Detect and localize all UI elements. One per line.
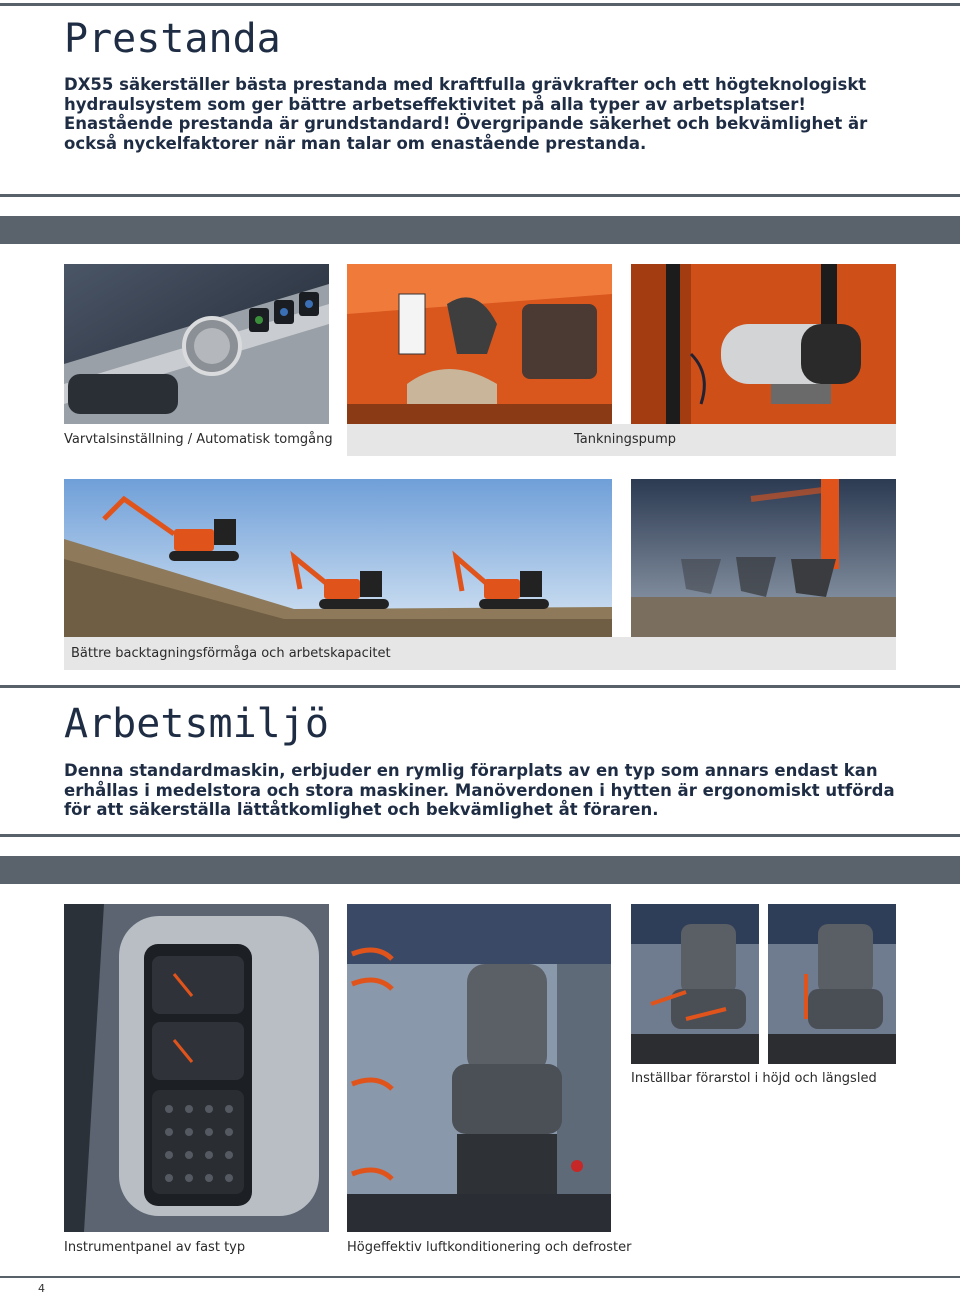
section-title-environment: Arbetsmiljö [64,701,329,747]
excavators-slope-photo [64,479,612,637]
bucket-motion-photo [631,479,896,637]
section-divider-2 [0,685,960,688]
environment-intro: Denna standardmaskin, erbjuder en rymlig förarplats av en typ som annars endast kan erhållas i medelstora och stora maskiner. Manöverdonen i hytten är ergonomiskt utförda för att säkerställa lättåtkomlighet och bekvämlighet åt föraren. [64,761,895,819]
page-number: 4 [38,1282,45,1295]
section-title-performance: Prestanda [64,16,281,62]
cab-aircon-photo [347,904,611,1232]
bottom-rule [0,1276,960,1278]
caption-digging: Bättre backtagningsförmåga och arbetskapacitet [71,646,391,661]
section-divider-3 [0,834,960,837]
caption-instrument: Instrumentpanel av fast typ [64,1240,246,1255]
performance-intro: DX55 säkerställer bästa prestanda med kraftfulla grävkrafter och ett högteknologiskt hydraulsystem som ger bättre arbetseffektivitet på alla typer av arbetsplatser! Enastående prestanda är grundstandard! Övergripande säkerhet och bekvämlighet är också nyckelfaktorer när man talar om enastående prestanda. [64,75,868,153]
seat-adjust-photo-2 [768,904,896,1064]
section-divider [0,194,960,197]
seat-adjust-photo-1 [631,904,759,1064]
rpm-dial-photo [64,264,329,424]
caption-aircon: Högeffektiv luftkonditionering och defroster [347,1240,632,1255]
caption-rpm: Varvtalsinställning / Automatisk tomgång [64,432,333,447]
top-rule [0,3,960,6]
caption-seat: Inställbar förarstol i höjd och längsled [631,1071,877,1086]
caption-fuel-pump: Tankningspump [574,432,677,447]
section-band [0,216,960,244]
fuel-pump-motor-photo [631,264,896,424]
fuel-pump-switch-photo [347,264,612,424]
instrument-panel-photo [64,904,329,1232]
section-band-2 [0,856,960,884]
